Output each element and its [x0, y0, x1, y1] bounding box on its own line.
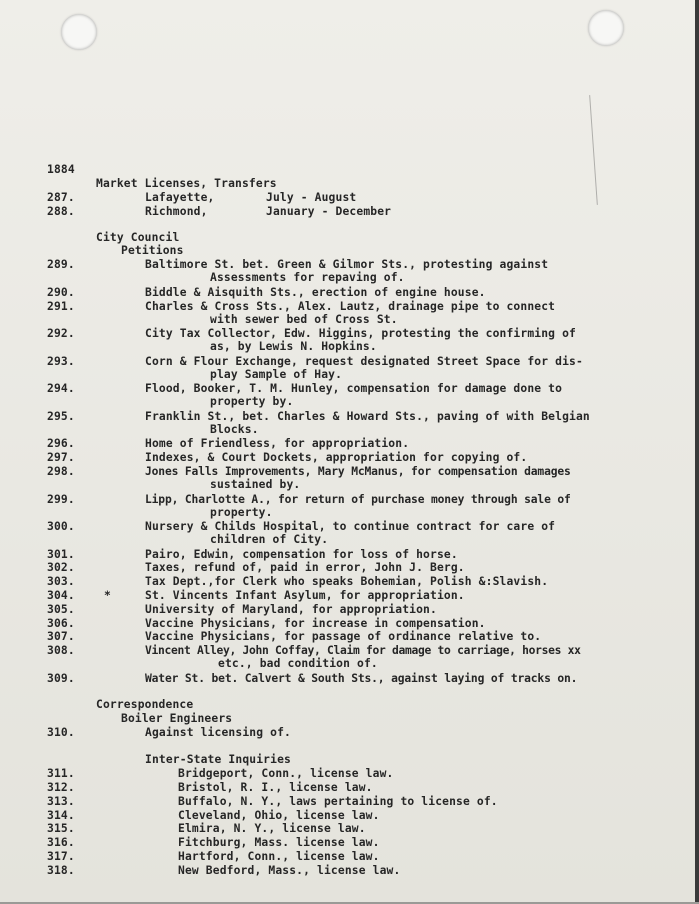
entry-number: 311. — [47, 767, 75, 780]
entry-number: 298. — [47, 465, 75, 478]
boiler-subheading: Boiler Engineers — [121, 712, 233, 725]
entry-number: 295. — [47, 410, 75, 423]
entry-text: Charles & Cross Sts., Alex. Lautz, drainage pipe to connect — [145, 300, 556, 313]
market-heading: Market Licenses, Transfers — [96, 177, 277, 190]
entry-text: Water St. bet. Calvert & South Sts., against laying of tracks on. — [145, 672, 578, 685]
entry-number: 291. — [47, 300, 75, 313]
asterisk-mark: * — [104, 589, 111, 602]
entry-text: Bridgeport, Conn., license law. — [178, 767, 394, 780]
entry-number: 307. — [47, 630, 75, 643]
entry-text: Biddle & Aisquith Sts., erection of engine house. — [145, 286, 486, 299]
entry-text: Hartford, Conn., license law. — [178, 850, 380, 863]
entry-continuation: with sewer bed of Cross St. — [210, 313, 398, 326]
entry-text: Taxes, refund of, paid in error, John J. Berg. — [145, 561, 465, 574]
entry-text: Nursery & Childs Hospital, to continue contract for care of — [145, 520, 556, 533]
entry-text: St. Vincents Infant Asylum, for appropriation. — [145, 589, 465, 602]
entry-number: 290. — [47, 286, 75, 299]
entry-continuation: play Sample of Hay. — [210, 368, 343, 381]
inter-state-heading: Inter-State Inquiries — [145, 753, 291, 766]
entry-text: Against licensing of. — [145, 726, 291, 739]
correspondence-heading: Correspondence — [96, 698, 194, 711]
entry-text: Home of Friendless, for appropriation. — [145, 437, 410, 450]
entry-number: 289. — [47, 258, 75, 271]
entry-number: 297. — [47, 451, 75, 464]
entry-number: 300. — [47, 520, 75, 533]
entry-number: 313. — [47, 795, 75, 808]
entry-number: 288. — [47, 205, 75, 218]
market-name: Lafayette, — [145, 191, 215, 204]
entry-number: 315. — [47, 822, 75, 835]
entry-text: Fitchburg, Mass. license law. — [178, 836, 380, 849]
entry-text: Flood, Booker, T. M. Hunley, compensation for damage done to — [145, 382, 563, 395]
entry-text: Elmira, N. Y., license law. — [178, 822, 366, 835]
entry-text: Jones Falls Improvements, Mary McManus, for compensation damages — [145, 465, 571, 478]
entry-text: City Tax Collector, Edw. Higgins, protesting the confirming of — [145, 327, 576, 340]
entry-number: 293. — [47, 355, 75, 368]
council-heading: City Council — [96, 231, 180, 244]
entry-text: University of Maryland, for appropriation. — [145, 603, 437, 616]
entry-text: Lipp, Charlotte A., for return of purchase money through sale of — [145, 493, 571, 506]
market-period: July - August — [266, 191, 357, 204]
entry-continuation: sustained by. — [210, 478, 301, 491]
market-name: Richmond, — [145, 205, 208, 218]
entry-number: 318. — [47, 864, 75, 877]
entry-number: 317. — [47, 850, 75, 863]
entry-number: 305. — [47, 603, 75, 616]
petitions-subheading: Petitions — [121, 244, 184, 257]
entry-text: Vaccine Physicians, for increase in compensation. — [145, 617, 486, 630]
entry-text: New Bedford, Mass., license law. — [178, 864, 401, 877]
entry-text: Tax Dept.,for Clerk who speaks Bohemian, Polish &:Slavish. — [145, 575, 549, 588]
entry-continuation: property by. — [210, 395, 294, 408]
entry-text: Franklin St., bet. Charles & Howard Sts., paving of with Belgian — [145, 410, 590, 423]
entry-number: 309. — [47, 672, 75, 685]
entry-continuation: property. — [210, 506, 273, 519]
entry-number: 316. — [47, 836, 75, 849]
entry-number: 306. — [47, 617, 75, 630]
entry-number: 310. — [47, 726, 75, 739]
entry-number: 287. — [47, 191, 75, 204]
entry-text: Vaccine Physicians, for passage of ordinance relative to. — [145, 630, 542, 643]
entry-text: Vincent Alley, John Coffay, Claim for damage to carriage, horses xx — [145, 644, 581, 657]
market-period: January - December — [266, 205, 392, 218]
entry-continuation: Blocks. — [210, 423, 259, 436]
entry-number: 312. — [47, 781, 75, 794]
year-heading: 1884 — [47, 163, 75, 176]
entry-number: 292. — [47, 327, 75, 340]
entry-number: 308. — [47, 644, 75, 657]
entry-text: Indexes, & Court Dockets, appropriation for copying of. — [145, 451, 528, 464]
entry-number: 314. — [47, 809, 75, 822]
entry-text: Pairo, Edwin, compensation for loss of horse. — [145, 548, 458, 561]
entry-number: 296. — [47, 437, 75, 450]
entry-number: 304. — [47, 589, 75, 602]
entry-text: Baltimore St. bet. Green & Gilmor Sts., protesting against — [145, 258, 549, 271]
entry-continuation: as, by Lewis N. Hopkins. — [210, 340, 377, 353]
entry-number: 303. — [47, 575, 75, 588]
entry-number: 301. — [47, 548, 75, 561]
entry-continuation: etc., bad condition of. — [218, 657, 378, 670]
entry-text: Bristol, R. I., license law. — [178, 781, 373, 794]
entry-number: 302. — [47, 561, 75, 574]
entry-continuation: children of City. — [210, 533, 329, 546]
entry-number: 294. — [47, 382, 75, 395]
entry-text: Cleveland, Ohio, license law. — [178, 809, 380, 822]
entry-text: Buffalo, N. Y., laws pertaining to license of. — [178, 795, 498, 808]
entry-text: Corn & Flour Exchange, request designated Street Space for dis- — [145, 355, 583, 368]
entry-continuation: Assessments for repaving of. — [210, 271, 405, 284]
entry-number: 299. — [47, 493, 75, 506]
